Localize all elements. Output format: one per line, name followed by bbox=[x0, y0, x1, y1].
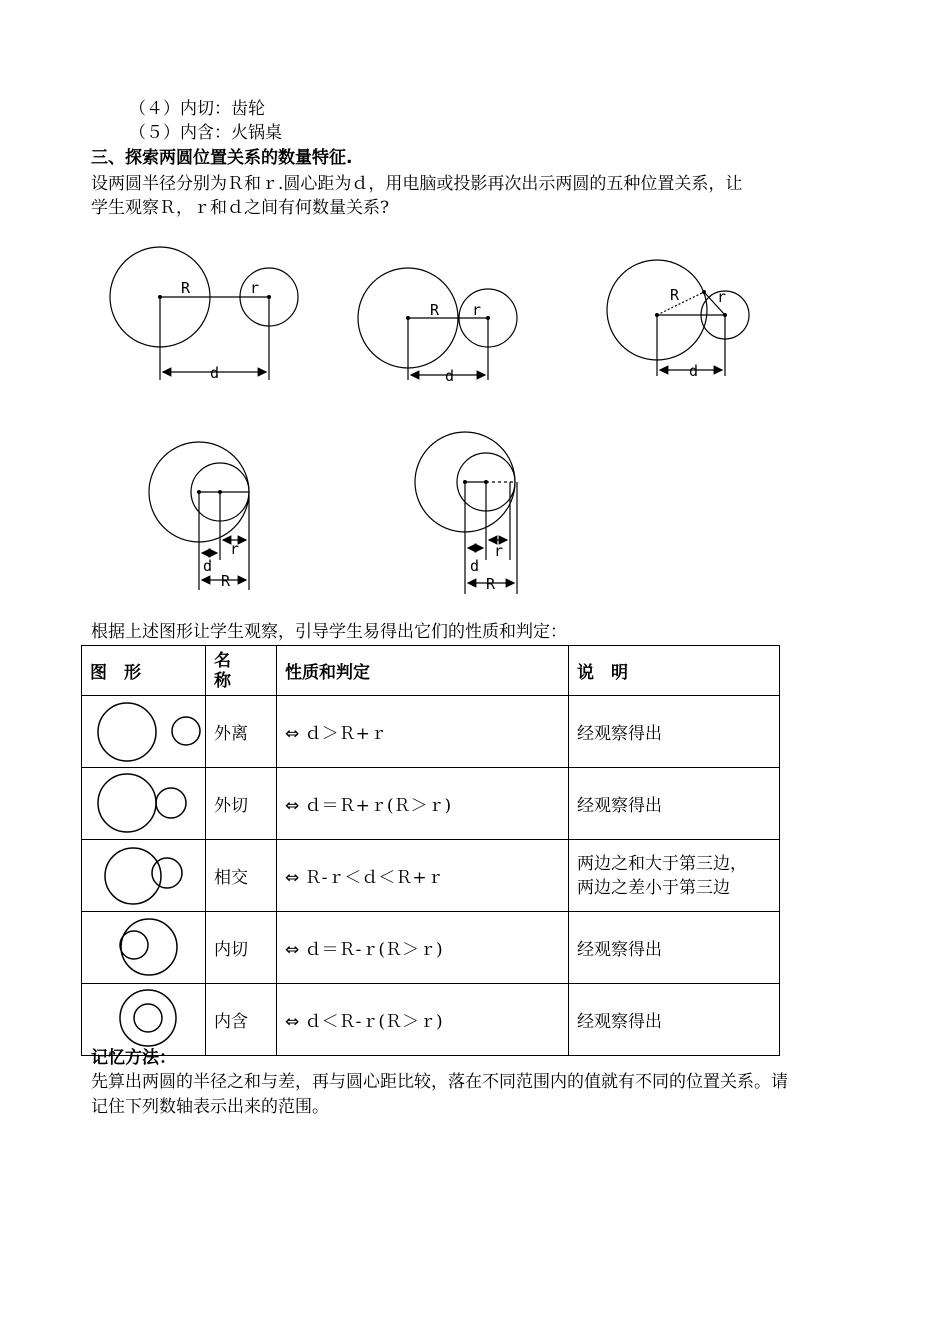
row-property-text: ｄ＝Ｒ+ｒ(Ｒ＞ｒ) bbox=[304, 796, 452, 816]
list-item-5: （５）内含：火锅桌 bbox=[129, 123, 282, 143]
row-figure bbox=[82, 768, 206, 840]
icon-internal-tangent-circles bbox=[82, 912, 205, 978]
row-note-line-2: 两边之差小于第三边 bbox=[577, 877, 730, 898]
equivalence-icon: ⇔ bbox=[285, 1012, 300, 1032]
row-name: 内切 bbox=[206, 912, 277, 984]
row-property-text: ｄ＞Ｒ+ｒ bbox=[304, 724, 387, 744]
figure-separate bbox=[110, 247, 298, 380]
fig1-label-r: r bbox=[250, 279, 260, 297]
row-name: 外离 bbox=[206, 696, 277, 768]
fig4-label-d: d bbox=[203, 557, 213, 575]
table-row bbox=[82, 768, 780, 840]
memory-heading: 记忆方法： bbox=[91, 1048, 176, 1068]
figure-intersecting bbox=[607, 260, 749, 376]
row-figure bbox=[82, 984, 206, 1056]
equivalence-icon: ⇔ bbox=[285, 796, 300, 816]
icon-separate-circles bbox=[82, 696, 205, 762]
fig3-label-d: d bbox=[689, 362, 699, 380]
equivalence-icon: ⇔ bbox=[285, 940, 300, 960]
figure-internal-tangent bbox=[149, 442, 249, 590]
header-figure: 图 形 bbox=[82, 646, 206, 696]
row-figure bbox=[82, 912, 206, 984]
fig2-label-R: R bbox=[430, 301, 440, 319]
row-note bbox=[569, 696, 780, 768]
fig1-label-R: R bbox=[181, 279, 191, 297]
section-heading: 三、探索两圆位置关系的数量特征. bbox=[91, 148, 353, 168]
row-name: 内含 bbox=[206, 984, 277, 1056]
row-property bbox=[277, 696, 569, 768]
figure-external-tangent bbox=[358, 268, 517, 380]
row-property-text: ｄ＜Ｒ-ｒ(Ｒ＞ｒ) bbox=[304, 1012, 443, 1032]
properties-table bbox=[81, 645, 780, 1056]
figure-contained bbox=[415, 432, 517, 594]
header-name-line-2: 称 bbox=[214, 670, 231, 691]
table-header-row bbox=[82, 646, 780, 696]
table-row bbox=[82, 840, 780, 912]
fig1-label-d: d bbox=[210, 364, 220, 382]
header-name bbox=[206, 646, 277, 696]
paragraph-line-2: 学生观察Ｒ，ｒ和ｄ之间有何数量关系? bbox=[91, 198, 390, 218]
row-note bbox=[569, 912, 780, 984]
equivalence-icon: ⇔ bbox=[285, 724, 300, 744]
header-note: 说 明 bbox=[569, 646, 780, 696]
row-name: 外切 bbox=[206, 768, 277, 840]
row-property bbox=[277, 840, 569, 912]
row-note-line-1: 两边之和大于第三边， bbox=[577, 853, 747, 874]
row-property-text: ｄ＝Ｒ-ｒ(Ｒ＞ｒ) bbox=[304, 940, 443, 960]
fig5-label-r: r bbox=[494, 542, 504, 560]
row-note-line-1: 经观察得出 bbox=[577, 1012, 662, 1032]
row-note bbox=[569, 768, 780, 840]
header-name-line-1: 名 bbox=[214, 650, 231, 671]
table-row bbox=[82, 696, 780, 768]
fig5-label-R: R bbox=[486, 575, 496, 593]
row-figure bbox=[82, 696, 206, 768]
row-note-line-1: 经观察得出 bbox=[577, 796, 662, 816]
circle-position-figures bbox=[0, 0, 950, 640]
row-property-text: Ｒ-ｒ＜ｄ＜Ｒ+ｒ bbox=[304, 868, 444, 888]
row-note-line-1: 经观察得出 bbox=[577, 724, 662, 744]
fig2-label-d: d bbox=[445, 367, 455, 385]
fig3-label-R: R bbox=[670, 286, 680, 304]
paragraph-line-1: 设两圆半径分别为Ｒ和ｒ.圆心距为ｄ，用电脑或投影再次出示两圆的五种位置关系，让 bbox=[91, 174, 743, 194]
fig3-label-r: r bbox=[717, 288, 727, 306]
fig4-label-r: r bbox=[230, 540, 240, 558]
memory-line-2: 记住下列数轴表示出来的范围。 bbox=[91, 1097, 329, 1117]
table-row bbox=[82, 984, 780, 1056]
row-note bbox=[569, 984, 780, 1056]
icon-intersecting-circles bbox=[82, 840, 205, 906]
icon-external-tangent-circles bbox=[82, 768, 205, 834]
row-note bbox=[569, 840, 780, 912]
list-item-4: （４）内切：齿轮 bbox=[129, 99, 265, 119]
fig2-label-r: r bbox=[472, 301, 482, 319]
row-figure bbox=[82, 840, 206, 912]
equivalence-icon: ⇔ bbox=[285, 868, 300, 888]
header-property: 性质和判定 bbox=[277, 646, 569, 696]
table-intro: 根据上述图形让学生观察，引导学生易得出它们的性质和判定： bbox=[91, 622, 567, 642]
row-name: 相交 bbox=[206, 840, 277, 912]
row-note-line-1: 经观察得出 bbox=[577, 940, 662, 960]
fig5-label-d: d bbox=[470, 557, 480, 575]
row-property bbox=[277, 984, 569, 1056]
icon-contained-circles bbox=[82, 984, 205, 1050]
table-row bbox=[82, 912, 780, 984]
row-property bbox=[277, 768, 569, 840]
row-property bbox=[277, 912, 569, 984]
memory-line-1: 先算出两圆的半径之和与差，再与圆心距比较，落在不同范围内的值就有不同的位置关系。请 bbox=[91, 1072, 788, 1092]
fig4-label-R: R bbox=[221, 572, 231, 590]
